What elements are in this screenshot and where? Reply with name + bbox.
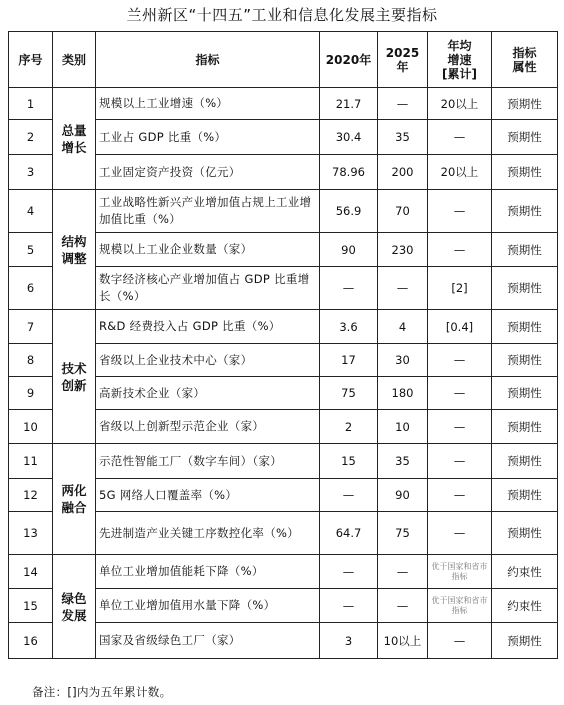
value-2025: 35 [378, 444, 428, 479]
indicator-attribute: 预期性 [492, 190, 558, 233]
row-no: 2 [9, 120, 53, 155]
value-2020: 90 [320, 233, 378, 267]
value-2020: 17 [320, 344, 378, 377]
row-no: 13 [9, 512, 53, 555]
indicator-attribute: 预期性 [492, 310, 558, 344]
table-row [9, 555, 558, 589]
annual-growth: 优于国家和省市指标 [428, 589, 492, 623]
indicator-attribute: 约束性 [492, 555, 558, 589]
indicator-attribute: 预期性 [492, 410, 558, 444]
annual-growth: — [428, 479, 492, 512]
value-2025: 180 [378, 377, 428, 410]
row-no: 7 [9, 310, 53, 344]
row-no: 12 [9, 479, 53, 512]
value-2025: 4 [378, 310, 428, 344]
category-integration: 两化 融合 [53, 444, 96, 555]
annual-growth: 优于国家和省市指标 [428, 555, 492, 589]
indicator-name: 国家及省级绿色工厂（家） [96, 623, 320, 659]
annual-growth: — [428, 377, 492, 410]
indicator-name: 单位工业增加值用水量下降（%） [96, 589, 320, 623]
annual-growth: — [428, 344, 492, 377]
row-no: 3 [9, 155, 53, 190]
table-title: 兰州新区“十四五”工业和信息化发展主要指标 [126, 6, 438, 24]
value-2025: 35 [378, 120, 428, 155]
indicator-name: 规模以上工业增速（%） [96, 88, 320, 120]
value-2025: 30 [378, 344, 428, 377]
value-2020: — [320, 589, 378, 623]
category-tech-innovation: 技术 创新 [53, 310, 96, 444]
indicator-name: 数字经济核心产业增加值占 GDP 比重增长（%） [96, 267, 320, 310]
indicator-name: 高新技术企业（家） [96, 377, 320, 410]
annual-growth: 20以上 [428, 88, 492, 120]
indicator-name: 工业战略性新兴产业增加值占规上工业增加值比重（%） [96, 190, 320, 233]
value-2025: 10以上 [378, 623, 428, 659]
header-2020: 2020年 [320, 32, 378, 88]
row-no: 1 [9, 88, 53, 120]
header-growth: 年均 增速 [累计] [428, 32, 492, 88]
indicator-attribute: 预期性 [492, 623, 558, 659]
value-2020: — [320, 267, 378, 310]
table-row [9, 190, 558, 233]
table-row [9, 444, 558, 479]
value-2020: 78.96 [320, 155, 378, 190]
value-2025: — [378, 267, 428, 310]
value-2020: 56.9 [320, 190, 378, 233]
value-2020: 30.4 [320, 120, 378, 155]
indicator-name: 示范性智能工厂（数字车间）（家） [96, 444, 320, 479]
row-no: 8 [9, 344, 53, 377]
annual-growth: [0.4] [428, 310, 492, 344]
indicator-attribute: 约束性 [492, 589, 558, 623]
indicator-attribute: 预期性 [492, 233, 558, 267]
value-2025: 75 [378, 512, 428, 555]
annual-growth: — [428, 233, 492, 267]
header-indicator: 指标 [96, 32, 320, 88]
indicator-attribute: 预期性 [492, 512, 558, 555]
row-no: 10 [9, 410, 53, 444]
row-no: 14 [9, 555, 53, 589]
indicator-name: 单位工业增加值能耗下降（%） [96, 555, 320, 589]
indicator-attribute: 预期性 [492, 267, 558, 310]
header-category: 类别 [53, 32, 96, 88]
indicator-attribute: 预期性 [492, 444, 558, 479]
category-green-development: 绿色 发展 [53, 555, 96, 659]
annual-growth: — [428, 120, 492, 155]
value-2025: 10 [378, 410, 428, 444]
value-2025: — [378, 88, 428, 120]
indicator-attribute: 预期性 [492, 120, 558, 155]
annual-growth: — [428, 444, 492, 479]
indicator-name: R&D 经费投入占 GDP 比重（%） [96, 310, 320, 344]
header-no: 序号 [9, 32, 53, 88]
row-no: 11 [9, 444, 53, 479]
indicator-name: 省级以上企业技术中心（家） [96, 344, 320, 377]
indicator-name: 工业占 GDP 比重（%） [96, 120, 320, 155]
value-2020: 2 [320, 410, 378, 444]
row-no: 6 [9, 267, 53, 310]
category-structure-adjustment: 结构 调整 [53, 190, 96, 310]
value-2025: 70 [378, 190, 428, 233]
value-2020: 15 [320, 444, 378, 479]
indicator-name: 规模以上工业企业数量（家） [96, 233, 320, 267]
table-row [9, 310, 558, 344]
annual-growth: — [428, 410, 492, 444]
value-2025: 90 [378, 479, 428, 512]
value-2020: 21.7 [320, 88, 378, 120]
value-2020: 64.7 [320, 512, 378, 555]
row-no: 16 [9, 623, 53, 659]
annual-growth: — [428, 512, 492, 555]
row-no: 15 [9, 589, 53, 623]
indicator-attribute: 预期性 [492, 155, 558, 190]
value-2020: 3.6 [320, 310, 378, 344]
indicator-name: 先进制造产业关键工序数控化率（%） [96, 512, 320, 555]
indicator-attribute: 预期性 [492, 479, 558, 512]
indicator-name: 省级以上创新型示范企业（家） [96, 410, 320, 444]
value-2025: — [378, 555, 428, 589]
indicator-attribute: 预期性 [492, 88, 558, 120]
value-2020: 3 [320, 623, 378, 659]
row-no: 5 [9, 233, 53, 267]
row-no: 9 [9, 377, 53, 410]
annual-growth: 20以上 [428, 155, 492, 190]
indicator-name: 5G 网络人口覆盖率（%） [96, 479, 320, 512]
value-2025: — [378, 589, 428, 623]
category-total-growth: 总量 增长 [53, 88, 96, 190]
indicator-name: 工业固定资产投资（亿元） [96, 155, 320, 190]
value-2020: — [320, 479, 378, 512]
table-row [9, 88, 558, 120]
annual-growth: — [428, 623, 492, 659]
value-2020: 75 [320, 377, 378, 410]
indicator-attribute: 预期性 [492, 377, 558, 410]
value-2025: 200 [378, 155, 428, 190]
row-no: 4 [9, 190, 53, 233]
value-2020: — [320, 555, 378, 589]
header-row [9, 32, 558, 88]
indicator-attribute: 预期性 [492, 344, 558, 377]
annual-growth: [2] [428, 267, 492, 310]
footnote: 备注：[]内为五年累计数。 [32, 685, 172, 699]
indicator-table [8, 31, 558, 659]
value-2025: 230 [378, 233, 428, 267]
header-2025: 2025 年 [378, 32, 428, 88]
annual-growth: — [428, 190, 492, 233]
header-attribute: 指标 属性 [492, 32, 558, 88]
